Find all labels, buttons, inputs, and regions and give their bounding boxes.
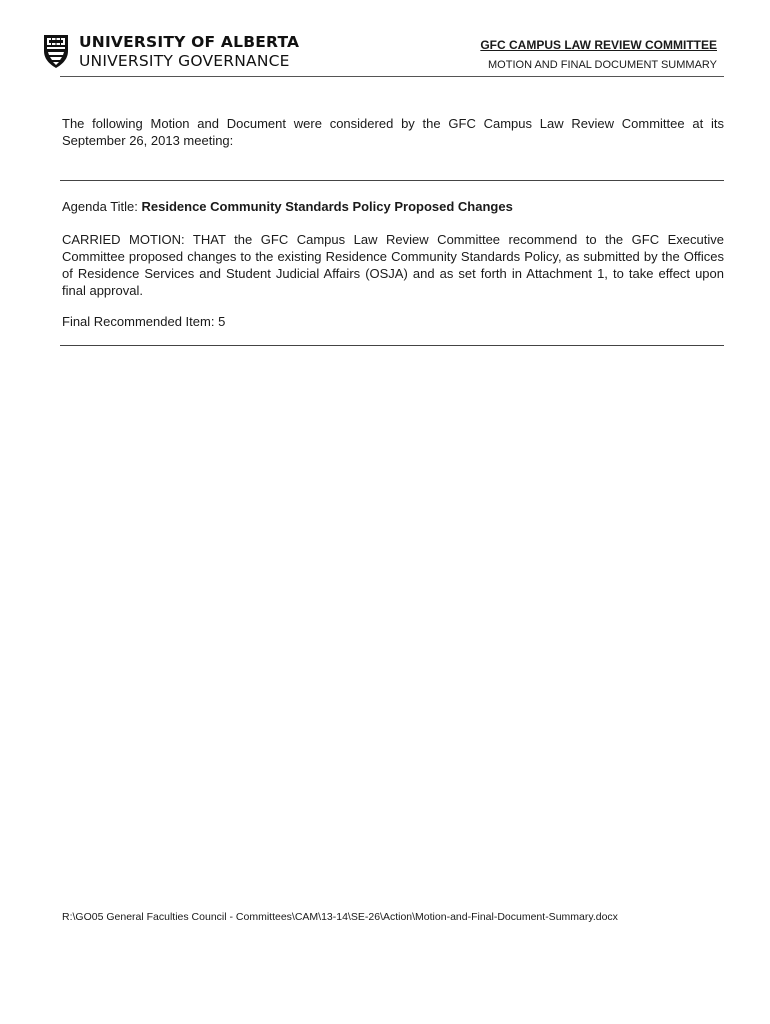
document-header	[480, 37, 717, 73]
final-recommended-item: Final Recommended Item: 5	[62, 314, 226, 329]
section-divider-bottom	[60, 345, 724, 346]
header-divider	[60, 76, 724, 77]
agenda-title-label: Agenda Title:	[62, 199, 142, 214]
committee-title: GFC CAMPUS LAW REVIEW COMMITTEE	[480, 38, 717, 52]
agenda-title	[62, 198, 724, 215]
logo-unit-name: UNIVERSITY GOVERNANCE	[79, 52, 290, 70]
university-logo	[42, 33, 299, 70]
intro-paragraph: The following Motion and Document were considered by the GFC Campus Law Review Committee at its September 26, 2013 meeting:	[62, 116, 724, 148]
carried-motion-paragraph: CARRIED MOTION: THAT the GFC Campus Law Review Committee recommend to the GFC Executive Committee proposed changes to the existing Residence Community Standards Policy, as submitted by the Offices of Residence Services and Student Judicial Affairs (OSJA) and as set forth in Attachment 1, to take effect upon final approval.	[62, 232, 724, 298]
logo-university-name: UNIVERSITY OF ALBERTA	[79, 33, 300, 51]
section-divider-top	[60, 180, 724, 181]
agenda-title-text: Residence Community Standards Policy Proposed Changes	[141, 199, 513, 214]
file-path-footer: R:\GO05 General Faculties Council - Committees\CAM\13-14\SE-26\Action\Motion-and-Final-Document-Summary.docx	[62, 911, 618, 923]
university-crest-icon	[42, 33, 70, 69]
document-subtitle: MOTION AND FINAL DOCUMENT SUMMARY	[488, 59, 717, 71]
